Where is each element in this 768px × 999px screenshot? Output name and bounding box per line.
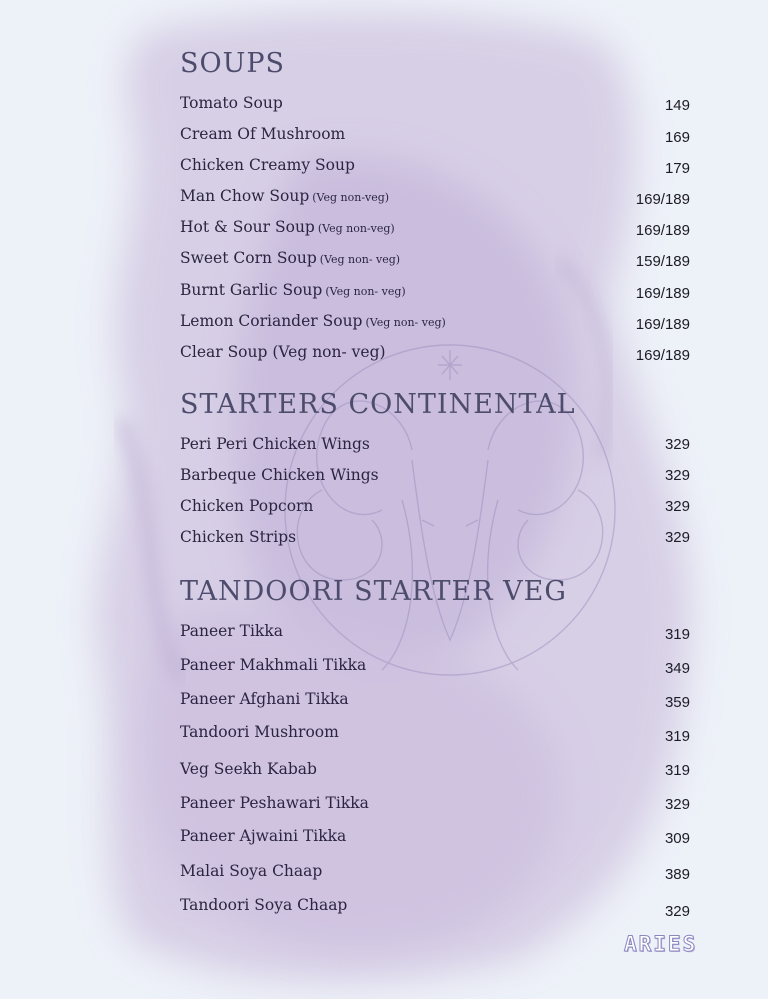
menu-item-price: 169/189 xyxy=(635,191,690,208)
menu-item-price: 169 xyxy=(664,129,690,146)
menu-item-price: 329 xyxy=(664,796,690,813)
menu-item-price: 149 xyxy=(664,97,690,114)
menu-item-price: 389 xyxy=(664,866,690,883)
menu-item-name: Paneer Tikka xyxy=(180,622,283,640)
menu-item-price: 329 xyxy=(664,498,690,515)
menu-item-price: 319 xyxy=(664,728,690,745)
menu-item-name: Paneer Peshawari Tikka xyxy=(180,794,369,812)
menu-item-name: Cream Of Mushroom xyxy=(180,125,346,143)
menu-item-name: Burnt Garlic Soup (Veg non- veg) xyxy=(180,281,406,299)
menu-item-price: 179 xyxy=(664,160,690,177)
brand-logo: ARIES xyxy=(624,932,698,956)
menu-item-price: 159/189 xyxy=(635,253,690,270)
menu-item-name: Tandoori Mushroom xyxy=(180,723,339,741)
menu-item-name: Hot & Sour Soup (Veg non-veg) xyxy=(180,218,395,236)
menu-item-name: Malai Soya Chaap xyxy=(180,862,323,880)
menu-item-price: 359 xyxy=(664,694,690,711)
menu-item-price: 169/189 xyxy=(635,316,690,333)
menu-item-name: Paneer Makhmali Tikka xyxy=(180,656,367,674)
menu-item-price: 319 xyxy=(664,626,690,643)
menu-item-price: 309 xyxy=(664,830,690,847)
menu-item-name: Lemon Coriander Soup (Veg non- veg) xyxy=(180,312,446,330)
menu-item-name: Paneer Afghani Tikka xyxy=(180,690,349,708)
menu-item-name: Barbeque Chicken Wings xyxy=(180,466,379,484)
menu-item-name: Tandoori Soya Chaap xyxy=(180,896,348,914)
menu-item-name: Sweet Corn Soup (Veg non- veg) xyxy=(180,249,401,267)
menu-item-price: 329 xyxy=(664,436,690,453)
menu-item-name: Tomato Soup xyxy=(180,94,283,112)
menu-item-name: Paneer Ajwaini Tikka xyxy=(180,827,347,845)
menu-item-name: Chicken Creamy Soup xyxy=(180,156,355,174)
menu-item-price: 329 xyxy=(664,529,690,546)
menu-item-name: Peri Peri Chicken Wings xyxy=(180,435,370,453)
menu-item-price: 329 xyxy=(664,467,690,484)
menu-item-price: 169/189 xyxy=(635,347,690,364)
section-title-tandoori-starter-veg: TANDOORI STARTER VEG xyxy=(180,576,567,607)
menu-item-price: 349 xyxy=(664,660,690,677)
menu-item-price: 329 xyxy=(664,903,690,920)
menu-item-name: Clear Soup (Veg non- veg) xyxy=(180,343,386,361)
menu-item-price: 169/189 xyxy=(635,222,690,239)
menu-item-name: Veg Seekh Kabab xyxy=(180,760,317,778)
menu-item-price: 319 xyxy=(664,762,690,779)
section-title-soups: SOUPS xyxy=(180,48,286,79)
menu-item-name: Chicken Strips xyxy=(180,528,297,546)
menu-item-name: Man Chow Soup (Veg non-veg) xyxy=(180,187,390,205)
section-title-starters-continental: STARTERS CONTINENTAL xyxy=(180,389,576,420)
menu-item-price: 169/189 xyxy=(635,285,690,302)
menu-item-name: Chicken Popcorn xyxy=(180,497,314,515)
